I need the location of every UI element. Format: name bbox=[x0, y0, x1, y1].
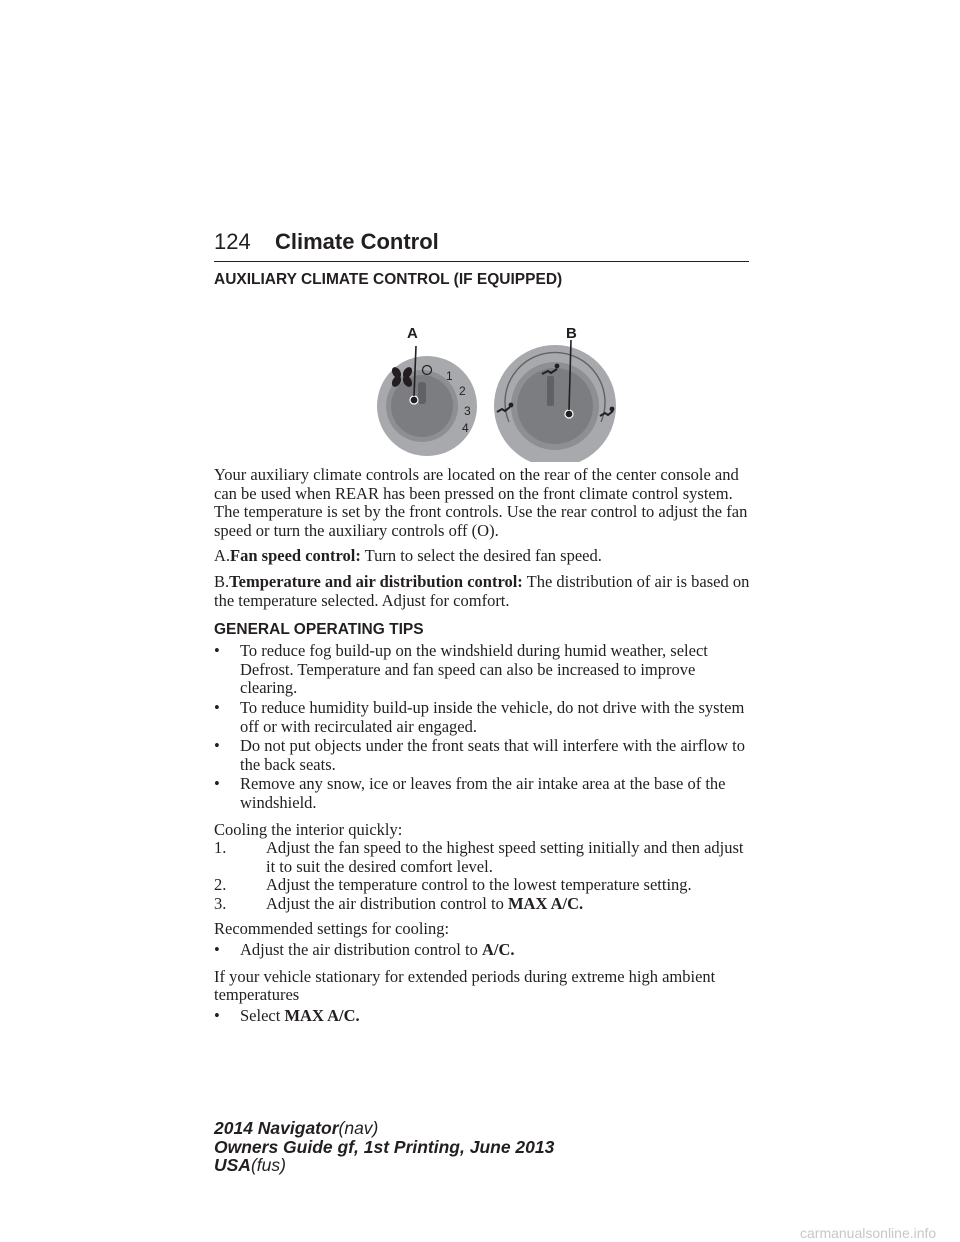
item-a-term: Fan speed control: bbox=[230, 546, 361, 566]
cooling-intro: Cooling the interior quickly: bbox=[214, 819, 403, 839]
page-number: 124 bbox=[214, 229, 251, 254]
fan-speed-2: 2 bbox=[459, 384, 466, 398]
cooling-steps bbox=[214, 839, 754, 913]
list-item: • Do not put objects under the front seats that will interfere with the airflow to the back seats. bbox=[214, 736, 745, 774]
fan-speed-1: 1 bbox=[446, 369, 453, 383]
label-a: A bbox=[407, 325, 418, 342]
section-heading-auxiliary: AUXILIARY CLIMATE CONTROL (IF EQUIPPED) bbox=[214, 271, 563, 288]
list-item: • Select MAX A/C. bbox=[214, 1005, 360, 1025]
fan-speed-4: 4 bbox=[462, 421, 469, 435]
stationary-list bbox=[214, 1007, 754, 1026]
list-item: • Adjust the air distribution control to A/C. bbox=[214, 940, 515, 960]
list-item: • To reduce humidity build-up inside the vehicle, do not drive with the system off or with recirculated air engaged. bbox=[214, 697, 745, 736]
intro-paragraph: Your auxiliary climate controls are located on the rear of the center console and can be used when REAR has been pressed on the front climate control system. The temperature is set by the front controls. Use the rear control to adjust the fan speed or turn the auxiliary controls off (O). bbox=[214, 465, 748, 540]
section-heading-tips: GENERAL OPERATING TIPS bbox=[214, 621, 424, 639]
stationary-intro: If your vehicle stationary for extended periods during extreme high ambient temperatures bbox=[214, 966, 716, 1005]
fan-speed-knob bbox=[377, 346, 477, 456]
item-a: A.Fan speed control: Turn to select the desired fan speed. bbox=[214, 546, 602, 566]
page-content bbox=[214, 270, 754, 1033]
tips-list bbox=[214, 642, 754, 812]
item-b: B.Temperature and air distribution control: The distribution of air is based on the temperature selected. Adjust for comfort. bbox=[214, 571, 750, 610]
recommended-intro: Recommended settings for cooling: bbox=[214, 919, 450, 939]
item-b-term: Temperature and air distribution control: bbox=[229, 571, 523, 591]
chapter-title: Climate Control bbox=[275, 229, 439, 254]
climate-control-figure bbox=[214, 292, 754, 462]
temperature-distribution-knob bbox=[494, 340, 616, 462]
label-b: B bbox=[566, 325, 577, 342]
list-item: 2. Adjust the temperature control to the lowest temperature setting. bbox=[214, 875, 692, 895]
watermark: carmanualsonline.info bbox=[800, 1225, 937, 1241]
list-item: • Remove any snow, ice or leaves from the air intake area at the base of the windshield. bbox=[214, 774, 726, 812]
fan-speed-3: 3 bbox=[464, 404, 471, 418]
control-knobs-illustration bbox=[214, 292, 754, 462]
page-footer: 2014 Navigator(nav) Owners Guide gf, 1st Printing, June 2013 USA(fus) bbox=[214, 1118, 555, 1175]
list-item: 3. Adjust the air distribution control to MAX A/C. bbox=[214, 893, 584, 913]
recommended-list bbox=[214, 941, 754, 960]
list-item: 1. Adjust the fan speed to the highest speed setting initially and then adjust it to suit the desired comfort level. bbox=[214, 838, 744, 876]
page-header bbox=[214, 229, 749, 262]
list-item: • To reduce fog build-up on the windshield during humid weather, select Defrost. Temperature and fan speed can also be increased to improve clearing. bbox=[214, 641, 708, 698]
